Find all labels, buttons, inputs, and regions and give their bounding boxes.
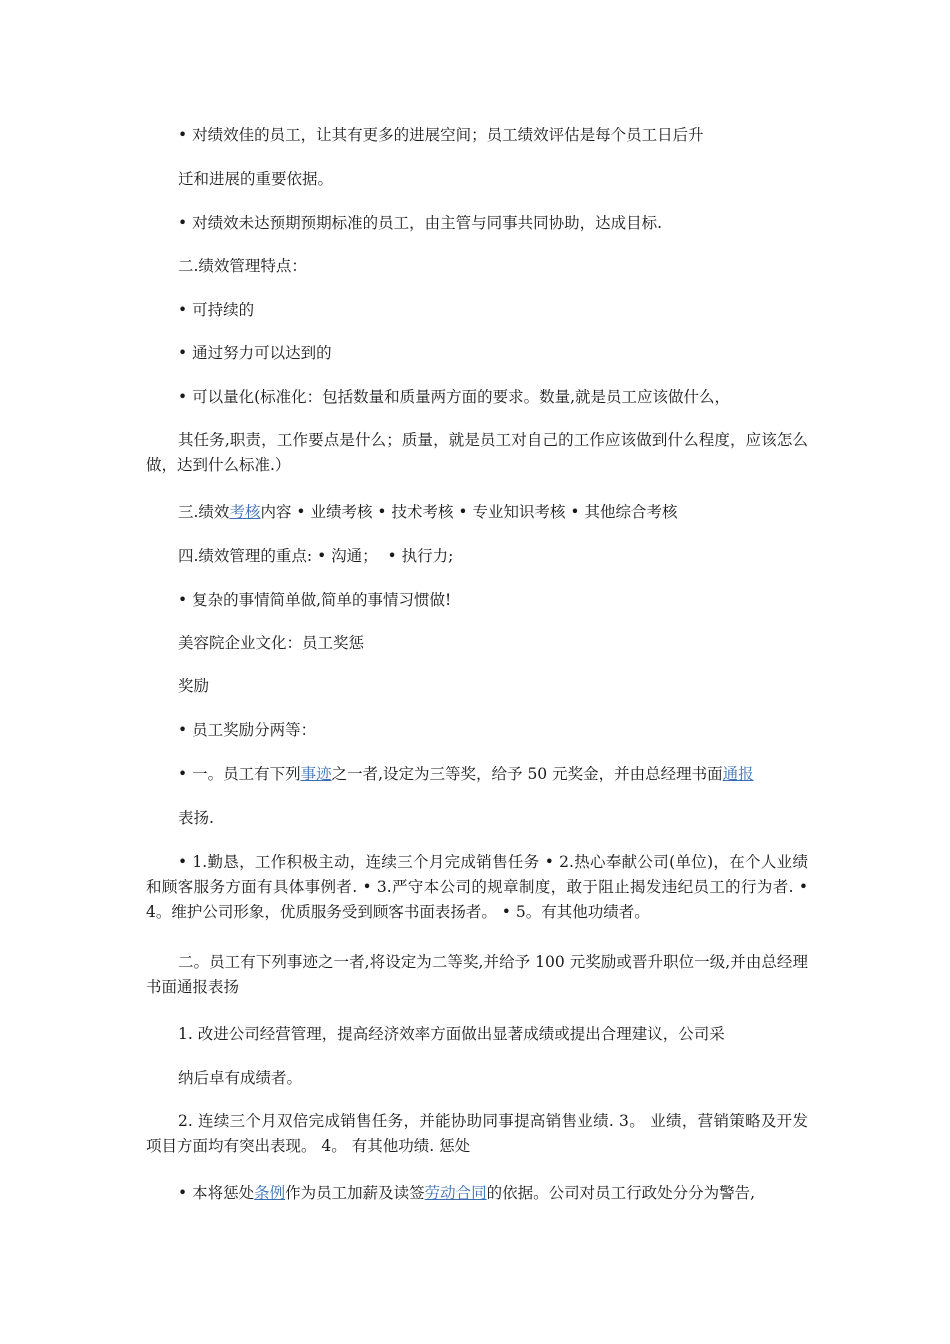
paragraph-9-text-a: 三.绩效 — [178, 503, 230, 521]
paragraph-6: • 通过努力可以达到的 — [178, 344, 332, 362]
link-laodong-hetong[interactable]: 劳动合同 — [424, 1184, 487, 1202]
link-tongbao[interactable]: 通报 — [722, 765, 754, 783]
paragraph-22 — [178, 1181, 808, 1206]
paragraph-16: 表扬. — [178, 809, 214, 827]
paragraph-4: 二.绩效管理特点： — [178, 257, 307, 275]
paragraph-9 — [178, 500, 808, 525]
link-tiaoli[interactable]: 条例 — [254, 1184, 286, 1202]
link-shiji[interactable]: 事迹 — [300, 765, 332, 783]
paragraph-10: 四.绩效管理的重点: • 沟通； • 执行力; — [178, 547, 454, 565]
paragraph-15-text-a: • 一。员工有下列 — [178, 765, 301, 783]
paragraph-22-text-c: 的依据。公司对员工行政处分分为警告, — [486, 1184, 756, 1202]
paragraph-11: • 复杂的事情简单做,简单的事情习惯做! — [178, 591, 452, 609]
paragraph-15 — [178, 762, 808, 787]
paragraph-18: 二。员工有下列事迹之一者,将设定为二等奖,并给予 100 元奖励或晋升职位一级,并由总经理书面通报表扬 — [146, 953, 808, 996]
paragraph-9-text-b: 内容 • 业绩考核 • 技术考核 • 专业知识考核 • 其他综合考核 — [260, 503, 678, 521]
paragraph-20: 纳后卓有成绩者。 — [178, 1069, 303, 1087]
paragraph-2: 迁和进展的重要依据。 — [178, 170, 334, 188]
paragraph-22-text-a: • 本将惩处 — [178, 1184, 255, 1202]
paragraph-14: • 员工奖励分两等： — [178, 721, 317, 739]
paragraph-22-text-b: 作为员工加薪及读签 — [285, 1184, 425, 1202]
paragraph-12: 美容院企业文化：员工奖惩 — [178, 634, 365, 652]
paragraph-17: • 1.勤恳，工作积极主动，连续三个月完成销售任务 • 2.热心奉献公司(单位)，在个人业绩和顾客服务方面有具体事例者. • 3.严守本公司的规章制度，敢于阻止揭发违纪员工的行为者. • 4。维护公司形象，优质服务受到顾客书面表扬者。 • 5。有其他功绩者。 — [146, 853, 813, 921]
paragraph-15-text-b: 之一者,设定为三等奖，给予 50 元奖金，并由总经理书面 — [331, 765, 723, 783]
paragraph-8: 其任务,职责，工作要点是什么；质量，就是员工对自己的工作应该做到什么程度，应该怎么做，达到什么标准.） — [146, 431, 808, 474]
paragraph-5: • 可持续的 — [178, 301, 255, 319]
paragraph-13: 奖励 — [178, 677, 210, 695]
paragraph-3: • 对绩效未达预期预期标准的员工，由主管与同事共同协助，达成目标. — [178, 214, 662, 232]
link-kaohe[interactable]: 考核 — [229, 503, 261, 521]
paragraph-1: • 对绩效佳的员工，让其有更多的进展空间；员工绩效评估是每个员工日后升 — [178, 126, 704, 144]
paragraph-7: • 可以量化(标准化：包括数量和质量两方面的要求。数量,就是员工应该做什么， — [178, 388, 731, 406]
paragraph-21: 2. 连续三个月双倍完成销售任务，并能协助同事提高销售业绩. 3。 业绩，营销策略及开发项目方面均有突出表现。 4。 有其他功绩. 惩处 — [146, 1112, 808, 1155]
paragraph-19: 1. 改进公司经营管理，提高经济效率方面做出显著成绩或提出合理建议，公司采 — [178, 1025, 725, 1043]
